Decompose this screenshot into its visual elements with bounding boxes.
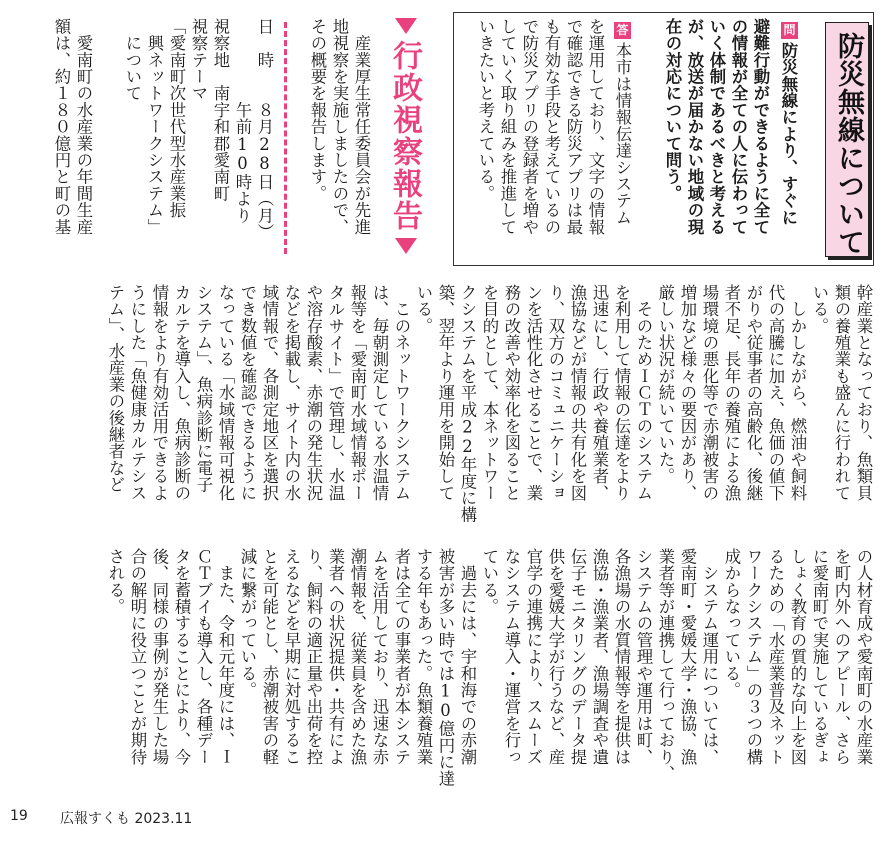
dashed-divider [284,22,287,254]
report-body-column-2: 幹産業となっており、魚類貝 類の養殖業も盛んに行われて いる。 しかしながら、燃油や飼料 代の高騰に加え、魚価の値下 がりや従事者の高齢化、後継 者不足、長年の養殖による漁 場環境の悪化等で赤潮被害の 増加など様々の要因があり、 厳しい状況が続いていた。 そのためＩＣＴのシステム を利用して情報の伝達をより 迅速にし、行政や養殖業者、 漁協などが情報の共有化を図 り、双方のコミュニケーショ ンを活性化させることで、業 務の改善や効率化を図ること を目的として、本ネットワー クシステムを平成22年度に構 築、翌年より運用を開始して いる。 このネットワークシステム は、毎朝測定している水温情 報等を「愛南町水域情報ポー タルサイト」で管理し、水温 や溶存酸素、赤潮の発生状況 などを掲載し、サイト内の水 域情報で、各測定地区を選択 でき数値を確認できるように なっている「水域情報可視化 システム」、魚病診断に電子 カルテを導入し、魚病診断の 情報をより有効活用できるよ うにした「魚健康カルテシス テム」、水産業の後継者など [106,284,873,523]
report-title: 行政視察報告 [387,40,422,232]
qa-title: 防災無線について [833,32,864,256]
answer-first-line: 本市は情報伝達システム [613,42,632,226]
question-text: 避難行動ができるように全て の情報が全ての人に伝わって いく体制であるべきと考える が、放送が届かない地域の現 在の対応について問う。 [663,18,770,236]
answer-text: を運用しており、文字の情報 で確認できる防災アプリは最 も有効な手段と考えているの で防災アプリの登録者を増や していく取り組みを推進して いきたいと考えている。 [476,18,605,236]
question-first-line: 防災無線により、すぐに [779,42,798,226]
report-body-column-3: の人材育成や愛南町の水産業 を町内外へのアピール、さら に愛南町で実施しているぎょ しょく教育の質的な向上を図 るための「水産業普及ネット ワークシステム」の３つの構 成からなっている。 システム運用については、 愛南町・愛媛大学・漁協、漁 業者等が連携して行っており、 システムの管理や運用は町、 各漁場の水質情報等を提供は 漁協・漁業者、漁場調査や遺 伝子モニタリングのデータ提 供を愛媛大学が行うなど、産 官学の連携により、スムーズ なシステム導入・運営を行っ ている。 過去には、宇和海での赤潮 被害が多い時では10億円に達 する年もあった。魚類養殖業 者は全ての事業者が本システ ムを活用しており、迅速な赤 潮情報を、従業員を含めた漁 業者への状況提供・共有によ り、飼料の適正量や出荷を控 えるなどを早期に対処するこ とを可能とし、赤潮被害の軽 減に繋がっている。 また、令和元年度には、Ｉ ＣＴブイも導入し、各種デー タを蓄積することにより、今 後、同様の事例が発生した場 合の解明に役立つことが期待 される。 [106,548,873,787]
report-intro: 産業厚生常任委員会が先進 地視察を実施しましたので、 その概要を報告します。 [308,18,371,236]
triangle-bottom-icon [395,238,417,254]
triangle-top-icon [395,18,417,34]
answer-badge: 答 [614,22,631,39]
report-details: 日 時 ８月28日（月） 午前10時より 視察地 南宇和郡愛南町 視察テーマ 「愛南町次世代型水産業振 興ネットワークシステム」 について [123,18,274,241]
question-badge: 問 [781,22,798,39]
publication-name: 広報すくも 2023.11 [60,811,193,827]
report-body-column-1: 愛南町の水産業の年間生産 額は、約１８０億円と町の基 [52,18,93,236]
page-number: 19 [10,808,28,824]
